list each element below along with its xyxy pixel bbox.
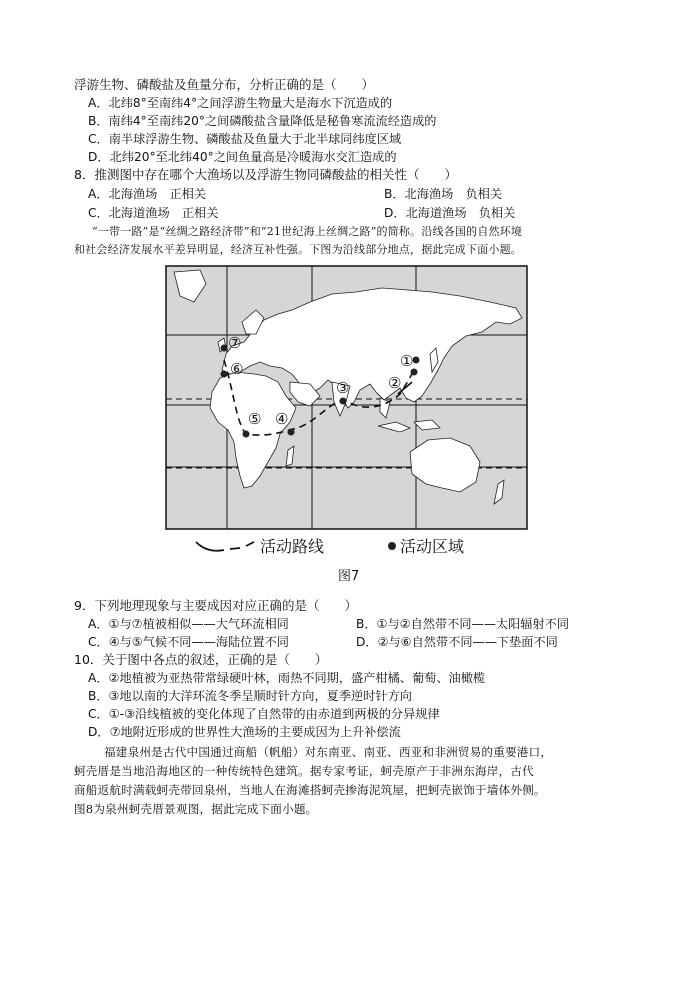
legend-area-label: 活动区域: [400, 537, 465, 556]
intro2-line-3: 商船返航时满载蚵壳带回泉州，当地人在海滩搭蚵壳掺海泥筑屋，把蚵壳嵌饰于墙体外侧。: [74, 783, 546, 797]
q10-option-b: B．③地以南的大洋环流冬季呈顺时针方向，夏季逆时针方向: [88, 689, 412, 703]
q8-option-c: C．北海道渔场 正相关: [88, 206, 219, 220]
legend-route-symbol: [196, 542, 254, 551]
intro2-line-4: 图8为泉州蚵壳厝景观图，据此完成下面小题。: [74, 802, 318, 816]
q10-option-a: A．②地植被为亚热带常绿硬叶林，雨热不同期，盛产柑橘、葡萄、油橄榄: [88, 671, 486, 685]
q7-option-b: B．南纬4°至南纬20°之间磷酸盐含量降低是秘鲁寒流流经造成的: [88, 114, 437, 128]
q7-option-c: C．南半球浮游生物、磷酸盐及鱼量大于北半球同纬度区域: [88, 132, 402, 146]
intro1-line-2: 和社会经济发展水平差异明显，经济互补性强。下图为沿线部分地点，据此完成下面小题。: [74, 243, 522, 256]
q9-option-a: A．①与⑦植被相似——大气环流相同: [88, 617, 289, 631]
marker-2: ②: [388, 374, 402, 392]
q10-option-d: D．⑦地附近形成的世界性大渔场的主要成因为上升补偿流: [88, 725, 401, 739]
legend-area-symbol: [388, 542, 396, 550]
q9-option-c: C．④与⑤气候不同——海陆位置不同: [88, 635, 289, 649]
marker-3: ③: [336, 379, 350, 397]
marker-7: ⑦: [228, 334, 242, 352]
q7-option-a: A．北纬8°至南纬4°之间浮游生物量大是海水下沉造成的: [88, 96, 393, 110]
q8-option-a: A．北海渔场 正相关: [88, 187, 207, 201]
q8-option-d: D．北海道渔场 负相关: [384, 206, 516, 220]
q9-option-d: D．②与⑥自然带不同——下垫面不同: [356, 635, 558, 649]
q9-option-b: B．①与②自然带不同——太阳辐射不同: [356, 617, 570, 631]
q7-option-d: D．北纬20°至北纬40°之间鱼量高是冷暖海水交汇造成的: [88, 150, 397, 164]
q8-option-b: B．北海渔场 负相关: [384, 187, 503, 201]
intro2-line-2: 蚵壳厝是当地沿海地区的一种传统特色建筑。据专家考证，蚵壳原产于非洲东海岸，古代: [74, 764, 534, 778]
q10-option-c: C．①-③沿线植被的变化体现了自然带的由赤道到两极的分异规律: [88, 707, 440, 721]
marker-4: ④: [275, 410, 289, 428]
intro1-line-1: “一带一路”是“丝绸之路经济带”和“21世纪海上丝绸之路”的简称。沿线各国的自然环境: [92, 225, 523, 238]
q10-stem: 10．关于图中各点的叙述，正确的是（ ）: [74, 652, 328, 667]
q8-stem: 8．推测图中存在哪个大渔场以及浮游生物同磷酸盐的相关性（ ）: [74, 167, 457, 182]
figure-caption: 图7: [338, 569, 360, 584]
marker-6: ⑥: [230, 360, 244, 378]
q9-stem: 9．下列地理现象与主要成因对应正确的是（ ）: [74, 598, 357, 613]
intro2-line-1: 福建泉州是古代中国通过商船（帆船）对东南亚、南亚、西亚和非洲贸易的重要港口，: [104, 745, 553, 759]
marker-5: ⑤: [248, 410, 262, 428]
world-map-figure: [160, 262, 532, 564]
marker-1: ①: [400, 352, 414, 370]
q7-stem: 浮游生物、磷酸盐及鱼量分布，分析正确的是（ ）: [74, 77, 375, 92]
legend-route-label: 活动路线: [260, 537, 325, 556]
